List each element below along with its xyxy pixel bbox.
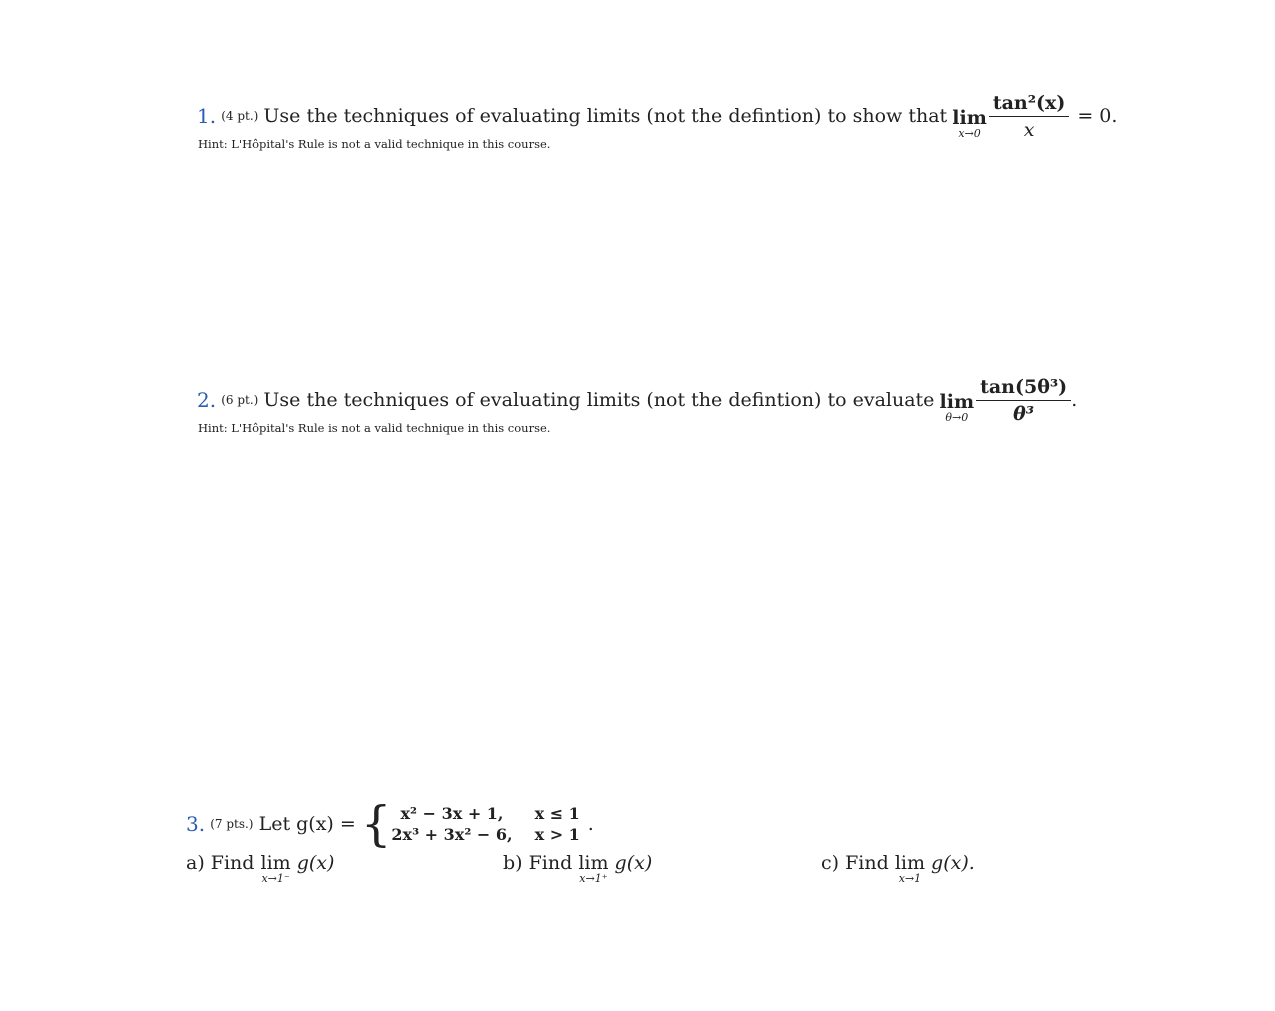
problem-3-points: (7 pts.)	[210, 817, 254, 831]
part-c-lim-word: lim	[894, 852, 925, 874]
problem-1-denominator: x	[1023, 118, 1035, 141]
problem-2-lim-sub: θ→0	[945, 411, 969, 424]
problem-1-points: (4 pt.)	[221, 109, 259, 123]
problem-1-hint: Hint: L'Hôpital's Rule is not a valid technique in this course.	[198, 137, 551, 151]
piecewise-cases	[391, 804, 579, 844]
part-a-lim-word: lim	[260, 852, 291, 874]
part-a	[186, 852, 334, 884]
problem-1-numerator: tan²(x)	[989, 92, 1070, 117]
part-a-limit	[261, 852, 291, 884]
problem-1-text: Use the techniques of evaluating limits (not the defintion) to show that	[263, 105, 948, 127]
part-b-lim-sub: x→1⁺	[579, 872, 608, 885]
problem-1-lim-word: lim	[952, 107, 987, 129]
part-b	[503, 852, 652, 884]
case-2-expression: 2x³ + 3x² − 6,	[391, 825, 513, 844]
case-1-condition: x ≤ 1	[534, 804, 580, 823]
problem-2-number: 2.	[197, 388, 217, 412]
problem-2-lim-word: lim	[939, 391, 975, 413]
problem-3-line	[186, 796, 594, 852]
problem-1-tail: = 0.	[1077, 105, 1118, 127]
problem-2-hint: Hint: L'Hôpital's Rule is not a valid technique in this course.	[198, 421, 551, 435]
part-c-limit	[895, 852, 925, 884]
part-c-label: c) Find	[821, 852, 889, 874]
part-c-function: g(x).	[931, 852, 975, 874]
problem-2-limit	[940, 391, 975, 423]
problem-1-line	[197, 90, 1117, 142]
problem-3-number: 3.	[186, 812, 206, 836]
problem-1-fraction	[989, 92, 1070, 141]
part-b-label: b) Find	[503, 852, 573, 874]
part-c	[821, 852, 975, 884]
problem-3-text: Let g(x) =	[258, 813, 356, 835]
case-1-expression: x² − 3x + 1,	[400, 804, 504, 823]
problem-2-fraction	[976, 376, 1071, 425]
part-a-lim-sub: x→1⁻	[261, 872, 290, 885]
part-b-limit	[578, 852, 608, 884]
part-b-lim-word: lim	[578, 852, 609, 874]
problem-2-denominator: θ³	[1013, 402, 1035, 425]
problem-2-line	[197, 374, 1077, 426]
problem-2-text: Use the techniques of evaluating limits (not the defintion) to evaluate	[263, 389, 935, 411]
problem-2-points: (6 pt.)	[221, 393, 259, 407]
case-2-condition: x > 1	[534, 825, 580, 844]
problem-3-tail: .	[587, 813, 594, 835]
part-c-lim-sub: x→1	[898, 872, 922, 885]
problem-2-numerator: tan(5θ³)	[976, 376, 1071, 401]
part-a-function: g(x)	[296, 852, 335, 874]
part-b-function: g(x)	[614, 852, 653, 874]
problem-1-lim-sub: x→0	[958, 127, 981, 140]
part-a-label: a) Find	[186, 852, 255, 874]
problem-1-number: 1.	[197, 104, 217, 128]
left-brace-icon: {	[360, 796, 392, 852]
problem-1-limit	[952, 107, 987, 139]
problem-2-tail: .	[1071, 389, 1078, 411]
